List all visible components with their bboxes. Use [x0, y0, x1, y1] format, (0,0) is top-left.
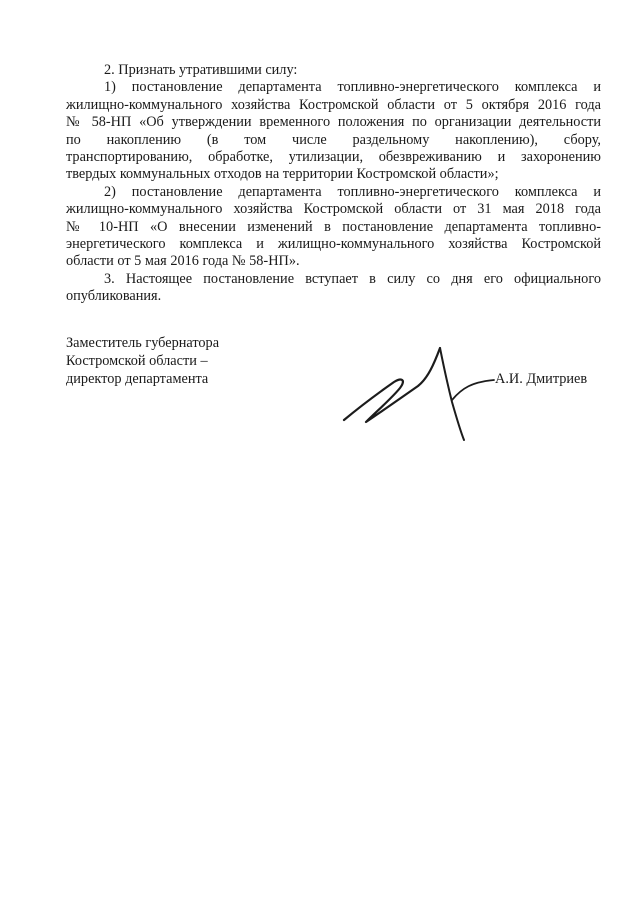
- item-2-heading: 2. Признать утратившими силу:: [104, 62, 298, 78]
- signoff-title-line-3: директор департамента: [66, 371, 209, 387]
- text-line: № 58-НП «Об утверждении временного положения по организации деятельности: [66, 114, 601, 131]
- text-line: энергетического комплекса и жилищно-коммунального хозяйства Костромской: [66, 236, 601, 253]
- signoff-title-line-1: Заместитель губернатора: [66, 335, 220, 351]
- text-line: 1) постановление департамента топливно-энергетического комплекса и: [104, 79, 601, 96]
- text-line: твердых коммунальных отходов на территории Костромской области»;: [66, 166, 499, 183]
- text-line: 3. Настоящее постановление вступает в силу со дня его официального: [104, 270, 601, 287]
- item-3-paragraph: [66, 271, 601, 306]
- text-line: опубликования.: [66, 288, 162, 305]
- text-line: 2) постановление департамента топливно-энергетического комплекса и: [104, 183, 601, 200]
- item-2-1-paragraph: [66, 79, 601, 183]
- text-line: по накоплению (в том числе раздельному накоплению), сбору,: [66, 131, 601, 148]
- signer-name: А.И. Дмитриев: [495, 371, 588, 387]
- text-line: жилищно-коммунального хозяйства Костромской области от 31 мая 2018 года: [66, 201, 601, 218]
- document-body: [66, 62, 601, 306]
- text-line: области от 5 мая 2016 года № 58-НП».: [66, 253, 300, 270]
- text-line: жилищно-коммунального хозяйства Костромской области от 5 октября 2016 года: [66, 96, 601, 113]
- signoff-block: [66, 334, 219, 388]
- signature-icon: [336, 342, 496, 442]
- item-2-2-paragraph: [66, 184, 601, 271]
- text-line: № 10-НП «О внесении изменений в постановление департамента топливно-: [66, 218, 601, 235]
- text-line: транспортированию, обработке, утилизации, обезвреживанию и захоронению: [66, 149, 601, 166]
- signoff-title-line-2: Костромской области –: [66, 353, 208, 369]
